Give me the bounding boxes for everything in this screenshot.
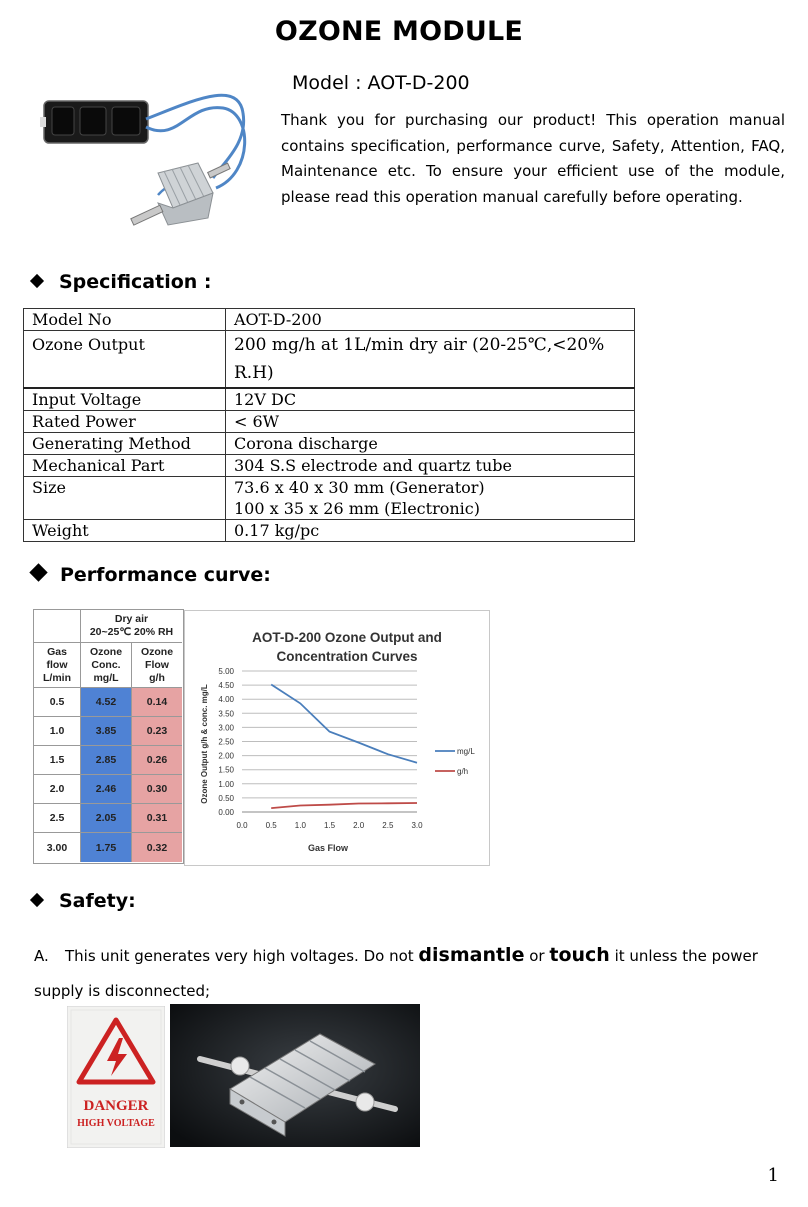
page-number: 1 — [767, 1165, 779, 1186]
x-tick-label: 1.0 — [294, 821, 306, 830]
cell-out: 0.30 — [132, 775, 182, 804]
emph-dismantle: dismantle — [418, 944, 525, 966]
x-tick-label: 0.5 — [265, 821, 277, 830]
cell-flow: 2.5 — [34, 804, 81, 833]
cell-conc: 2.05 — [81, 804, 132, 833]
table-row: Rated Power < 6W — [24, 411, 635, 433]
cell-conc: 3.85 — [81, 717, 132, 746]
performance-chart — [185, 611, 489, 865]
table-row: Generating Method Corona discharge — [24, 433, 635, 455]
legend-label: mg/L — [457, 747, 475, 756]
item-letter: A. — [34, 947, 49, 965]
spec-table — [23, 308, 635, 542]
x-tick-label: 2.5 — [382, 821, 394, 830]
intro-paragraph: Thank you for purchasing our product! This operation manual contains specification, performance curve, Safety, Attention, FAQ, Maintenance etc. To ensure your efficient use of the module, please read this operation manual carefully before operating. — [281, 111, 785, 206]
cell-out: 0.31 — [132, 804, 182, 833]
cell-flow: 1.0 — [34, 717, 81, 746]
cell-flow: 1.5 — [34, 746, 81, 775]
y-tick-label: 0.00 — [218, 808, 234, 817]
group-header: Dry air 20~25℃ 20% RH — [81, 610, 182, 643]
table-row: Weight 0.17 kg/pc — [24, 520, 635, 542]
section-performance: Performance curve: — [32, 564, 271, 586]
section-specification: Specification : — [32, 271, 212, 293]
series-line-g-h — [271, 803, 417, 808]
cell-flow: 3.00 — [34, 833, 81, 862]
section-safety: Safety: — [32, 890, 136, 912]
bullet-diamond-icon — [29, 563, 47, 581]
danger-sign-image — [67, 1006, 165, 1148]
cell-out: 0.26 — [132, 746, 182, 775]
generator-photo — [170, 1004, 420, 1147]
y-tick-label: 3.50 — [218, 709, 234, 719]
cell-flow: 2.0 — [34, 775, 81, 804]
svg-text:HIGH VOLTAGE: HIGH VOLTAGE — [77, 1118, 155, 1129]
emph-touch: touch — [549, 944, 610, 966]
model-line: Model : AOT-D-200 — [292, 72, 470, 94]
cell-conc: 2.85 — [81, 746, 132, 775]
svg-text:DANGER: DANGER — [83, 1098, 149, 1114]
y-tick-label: 3.00 — [218, 723, 234, 733]
ozone-module-photo — [38, 83, 280, 238]
table-row: Size 73.6 x 40 x 30 mm (Generator) 100 x 35 x 26 mm (Electronic) — [24, 477, 635, 520]
col-header-flow: Gas flow L/min — [34, 643, 81, 688]
chart-x-label: Gas Flow — [307, 843, 349, 853]
x-tick-label: 2.0 — [353, 821, 365, 830]
chart-title: AOT-D-200 Ozone Output and — [252, 630, 442, 645]
chart-y-label: Ozone Output g/h & conc. mg/L — [200, 684, 209, 804]
col-header-out: Ozone Flow g/h — [132, 643, 182, 688]
y-tick-label: 2.50 — [218, 737, 234, 747]
y-tick-label: 4.00 — [218, 695, 234, 705]
cell-conc: 4.52 — [81, 688, 132, 717]
cell-flow: 0.5 — [34, 688, 81, 717]
table-row: Ozone Output 200 mg/h at 1L/min dry air (20-25℃,<20% R.H) — [24, 331, 635, 389]
safety-item-a: A. This unit generates very high voltages. Do not dismantle or touch it unless the power supply is disconnected; — [34, 938, 786, 1009]
legend-label: g/h — [457, 767, 469, 776]
y-tick-label: 1.50 — [218, 765, 234, 775]
y-tick-label: 0.50 — [218, 793, 234, 803]
bullet-diamond-icon — [30, 893, 44, 907]
table-row: Model No AOT-D-200 — [24, 309, 635, 331]
cell-conc: 2.46 — [81, 775, 132, 804]
y-tick-label: 1.00 — [218, 779, 234, 789]
y-tick-label: 2.00 — [218, 751, 234, 761]
cell-out: 0.23 — [132, 717, 182, 746]
performance-chart-frame — [184, 610, 490, 866]
performance-table — [33, 609, 184, 864]
series-line-mg-L — [271, 685, 417, 763]
table-row: Mechanical Part 304 S.S electrode and quartz tube — [24, 455, 635, 477]
page-title: OZONE MODULE — [274, 16, 524, 47]
x-tick-label: 3.0 — [411, 821, 423, 830]
cell-out: 0.14 — [132, 688, 182, 717]
bullet-diamond-icon — [30, 274, 44, 288]
chart-title-line2: Concentration Curves — [276, 649, 418, 664]
cell-out: 0.32 — [132, 833, 182, 862]
x-tick-label: 1.5 — [323, 821, 336, 830]
cell-conc: 1.75 — [81, 833, 132, 862]
y-tick-label: 5.00 — [218, 667, 234, 676]
y-tick-label: 4.50 — [218, 681, 234, 691]
x-tick-label: 0.0 — [236, 821, 248, 830]
table-row: Input Voltage 12V DC — [24, 388, 635, 411]
col-header-conc: Ozone Conc. mg/L — [81, 643, 132, 688]
